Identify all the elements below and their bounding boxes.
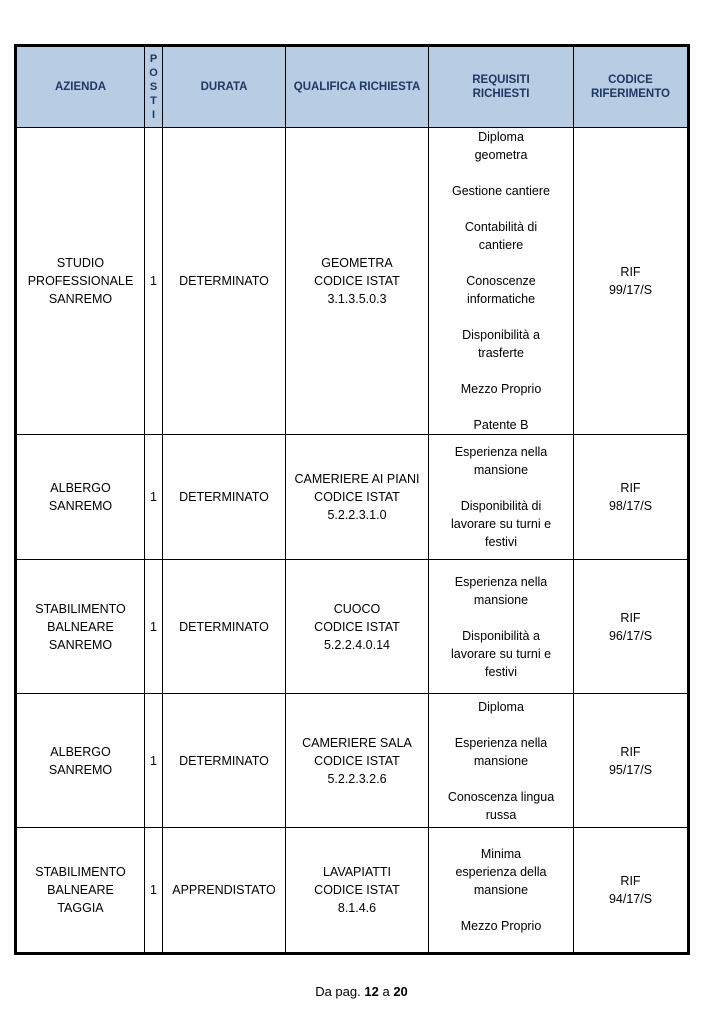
cell-durata: DETERMINATO: [163, 560, 286, 694]
table-row: [17, 828, 688, 953]
cell-azienda: STABILIMENTO BALNEARE TAGGIA: [17, 828, 145, 953]
footer-current-page: 12: [364, 984, 379, 999]
header-azienda: AZIENDA: [17, 47, 145, 128]
table-row: [17, 128, 688, 435]
table-row: [17, 560, 688, 694]
header-durata: DURATA: [163, 47, 286, 128]
header-qualifica: QUALIFICA RICHIESTA: [286, 47, 429, 128]
cell-qualifica: CAMERIERE SALA CODICE ISTAT 5.2.2.3.2.6: [286, 694, 429, 828]
job-listing-table: [16, 46, 688, 953]
cell-requisiti: [429, 560, 574, 694]
cell-qualifica: CAMERIERE AI PIANI CODICE ISTAT 5.2.2.3.1.0: [286, 435, 429, 560]
cell-codice: RIF 94/17/S: [574, 828, 688, 953]
cell-posti: 1: [145, 128, 163, 435]
requisito-item: Disponibilità a lavorare su turni e festivi: [450, 628, 552, 679]
cell-requisiti: [429, 435, 574, 560]
header-codice: CODICE RIFERIMENTO: [574, 47, 688, 128]
requisito-item: Conoscenze informatiche: [466, 274, 536, 306]
cell-posti: 1: [145, 828, 163, 953]
requisito-item: Diploma: [478, 699, 524, 714]
requisito-item: Disponibilità a trasferte: [462, 328, 540, 360]
requisito-item: Minima esperienza della mansione: [455, 847, 547, 897]
footer-prefix: Da pag.: [315, 984, 361, 999]
cell-codice: RIF 99/17/S: [574, 128, 688, 435]
table-row: [17, 435, 688, 560]
requisito-item: Diploma geometra: [474, 130, 528, 162]
requisito-item: Disponibilità di lavorare su turni e festivi: [450, 499, 552, 549]
cell-codice: RIF 98/17/S: [574, 435, 688, 560]
requisito-item: Esperienza nella mansione: [454, 445, 548, 477]
header-row: [17, 47, 688, 128]
header-posti: P O S T I: [145, 47, 163, 128]
cell-azienda: ALBERGO SANREMO: [17, 435, 145, 560]
requisito-item: Contabilità di cantiere: [464, 220, 538, 252]
requisito-item: Conoscenza lingua russa: [447, 789, 555, 822]
cell-qualifica: GEOMETRA CODICE ISTAT 3.1.3.5.0.3: [286, 128, 429, 435]
cell-codice: RIF 96/17/S: [574, 560, 688, 694]
cell-requisiti: [429, 828, 574, 953]
requisito-item: Mezzo Proprio: [460, 382, 542, 396]
cell-posti: 1: [145, 435, 163, 560]
cell-azienda: STABILIMENTO BALNEARE SANREMO: [17, 560, 145, 694]
requisito-item: Esperienza nella mansione: [454, 574, 548, 607]
cell-azienda: STUDIO PROFESSIONALE SANREMO: [17, 128, 145, 435]
cell-durata: DETERMINATO: [163, 128, 286, 435]
footer-total-pages: 20: [393, 984, 408, 999]
job-listing-table-wrapper: [14, 44, 690, 955]
cell-durata: DETERMINATO: [163, 694, 286, 828]
table-row: [17, 694, 688, 828]
requisito-item: Mezzo Proprio: [460, 919, 542, 933]
cell-posti: 1: [145, 694, 163, 828]
requisito-item: Esperienza nella mansione: [454, 735, 548, 768]
cell-codice: RIF 95/17/S: [574, 694, 688, 828]
requisito-item: Gestione cantiere: [452, 184, 550, 198]
cell-azienda: ALBERGO SANREMO: [17, 694, 145, 828]
cell-qualifica: LAVAPIATTI CODICE ISTAT 8.1.4.6: [286, 828, 429, 953]
header-requisiti: REQUISITI RICHIESTI: [429, 47, 574, 128]
cell-durata: APPRENDISTATO: [163, 828, 286, 953]
footer-middle: a: [382, 984, 390, 999]
requisito-item: Patente B: [473, 418, 529, 432]
cell-qualifica: CUOCO CODICE ISTAT 5.2.2.4.0.14: [286, 560, 429, 694]
cell-requisiti: [429, 128, 574, 435]
cell-durata: DETERMINATO: [163, 435, 286, 560]
cell-requisiti: [429, 694, 574, 828]
page-footer: [0, 984, 723, 999]
cell-posti: 1: [145, 560, 163, 694]
